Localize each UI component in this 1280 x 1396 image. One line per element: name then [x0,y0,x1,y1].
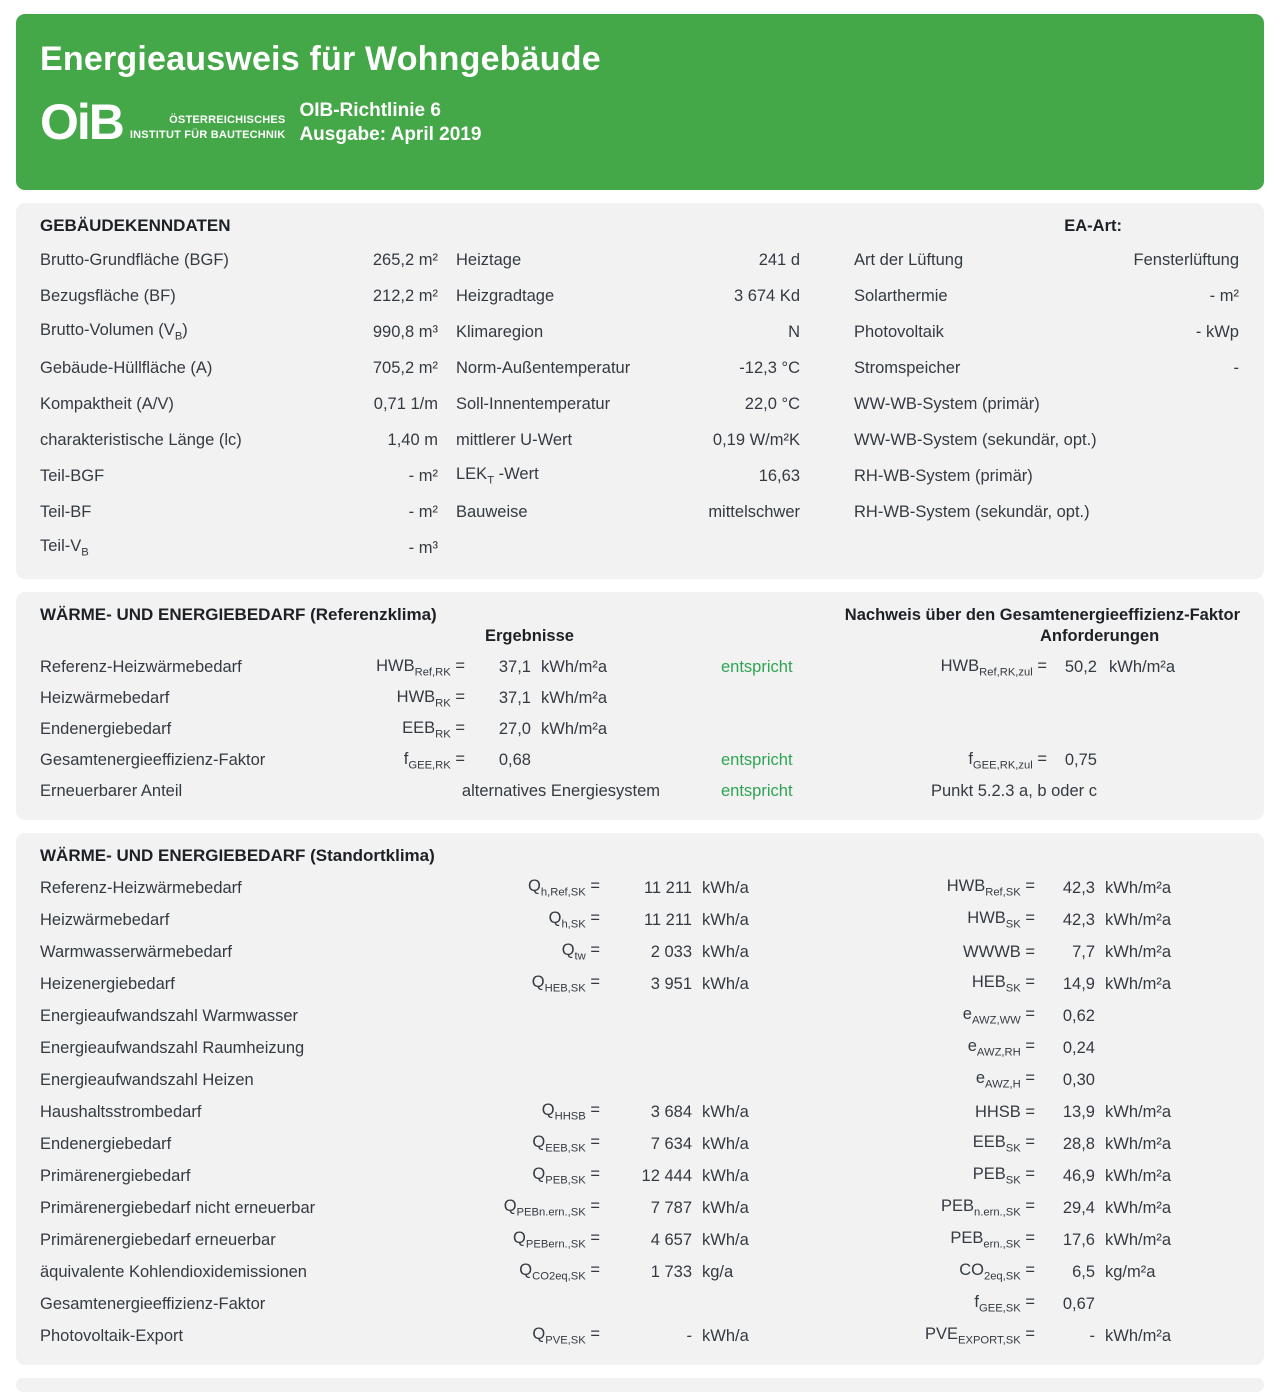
req-unit: kWh/m²a [1105,1230,1171,1249]
row-label: Teil-BF [40,502,92,521]
row-value: 265,2 m² [372,250,438,269]
row-unit: kWh/m²a [541,658,607,676]
req-formula: $f_{GEE,SK}$ = [974,1293,1035,1315]
row-value: 3 674 Kd [733,286,800,305]
req-formula: $e_{AWZ,RH}$ = [967,1037,1035,1059]
site-row [40,1192,1240,1224]
row-formula: $Q_{PVE,SK}$ = [532,1325,600,1347]
reference-subheaders [40,625,1240,652]
row-label: Heizgradtage [456,286,555,305]
req-formula: WWWB = [963,942,1035,961]
row-label: Gesamtenergieeffizienz-Faktor [40,751,266,769]
row-formula: $Q_{PEBern.,SK}$ = [513,1229,600,1251]
row-unit: kWh/a [702,878,749,897]
req-formula: $HEB_{SK}$ = [971,973,1035,995]
row-label: Referenz-Heizwärmebedarf [40,878,242,897]
reference-row [40,776,1240,807]
row-unit: kg/a [702,1262,734,1281]
req-value: 0,62 [1062,1006,1095,1025]
gee-proof-title: Nachweis über den Gesamtenergieeffizienz-Faktor [844,606,1240,624]
req-formula: $HWB_{Ref,SK}$ = [946,877,1035,899]
building-data-row [40,386,438,422]
row-unit: kWh/a [702,974,749,993]
row-unit: kWh/a [702,910,749,929]
guideline-label [299,99,481,147]
row-value: 12 444 [641,1166,692,1185]
next-section-edge [16,1378,1264,1392]
building-data-row [456,494,800,530]
row-unit: kWh/a [702,1326,749,1345]
section-building-data [16,203,1264,579]
req-unit: kWh/m²a [1105,1166,1171,1185]
row-value: 241 d [758,250,800,269]
req-unit: kWh/m²a [1105,1198,1171,1217]
row-value: 2 033 [650,942,692,961]
guideline-edition: Ausgabe: April 2019 [299,123,482,145]
row-label: Energieaufwandszahl Heizen [40,1070,254,1089]
row-label: RH-WB-System (sekundär, opt.) [854,502,1090,521]
req-value: 6,5 [1072,1262,1095,1281]
row-label: Gebäude-Hüllfläche (A) [40,358,213,377]
status-text: entspricht [721,751,793,769]
row-unit: kWh/m²a [541,720,607,738]
row-formula: $f_{GEE,RK}$ = [403,749,465,772]
row-value: 3 684 [650,1102,692,1121]
site-row [40,1032,1240,1064]
row-formula: $Q_{tw}$ = [561,941,600,963]
req-value: 0,75 [1064,751,1097,769]
row-value: 16,63 [758,466,800,485]
req-formula: $e_{AWZ,WW}$ = [962,1005,1035,1027]
building-data-row [854,242,1239,278]
guideline-name: OIB-Richtlinie 6 [299,100,441,121]
row-formula: $Q_{EEB,SK}$ = [532,1133,600,1155]
row-formula: $HWB_{RK}$ = [396,687,465,710]
row-value: 0,19 W/m²K [712,430,800,449]
site-row [40,872,1240,904]
row-label: Energieaufwandszahl Warmwasser [40,1006,298,1025]
req-value: 0,30 [1062,1070,1095,1089]
req-value: 0,67 [1062,1294,1095,1313]
req-value: 14,9 [1062,974,1095,993]
building-data-row [854,458,1239,494]
req-value: 28,8 [1062,1134,1095,1153]
reference-climate-rows [40,652,1240,807]
row-unit: kWh/a [702,1166,749,1185]
row-label: Photovoltaik [854,322,944,341]
req-formula: $HWB_{Ref,RK,zul}$ = [940,656,1047,679]
site-climate-rows [40,872,1240,1352]
row-value: - m³ [408,538,438,557]
row-value: 27,0 [498,720,531,738]
site-row [40,1096,1240,1128]
row-formula: $HWB_{Ref,RK}$ = [376,656,465,679]
site-row [40,968,1240,1000]
row-value: 37,1 [498,689,531,707]
reference-row [40,652,1240,683]
reference-row [40,683,1240,714]
req-value: 29,4 [1062,1198,1095,1217]
req-formula: $HWB_{SK}$ = [967,909,1035,931]
alternative-system-text: alternatives Energiesystem [461,782,660,800]
req-unit: kWh/m²a [1105,878,1171,897]
row-unit: kWh/m²a [541,689,607,707]
req-formula: $PEB_{n.ern.,SK}$ = [940,1197,1035,1219]
site-row [40,1224,1240,1256]
oib-institute-label [130,113,286,147]
row-label: Primärenergiebedarf erneuerbar [40,1230,276,1249]
requirements-column-header: Anforderungen [1040,627,1160,645]
req-value: 50,2 [1064,658,1097,676]
building-data-row [40,494,438,530]
building-data-grid [40,242,1240,566]
row-label: Art der Lüftung [854,250,964,269]
row-value: 1 733 [650,1262,692,1281]
row-label: Stromspeicher [854,358,961,377]
row-label: $LEK_T$ -Wert [456,465,539,487]
row-label: Klimaregion [456,322,544,341]
reference-climate-title: WÄRME- UND ENERGIEBEDARF (Referenzklima) [40,605,437,624]
oib-institute-line2: INSTITUT FÜR BAUTECHNIK [129,128,286,141]
page-title: Energieausweis für Wohngebäude [40,40,601,78]
results-column-header: Ergebnisse [485,627,574,645]
row-label: Brutto-Volumen $(V_B)$ [40,321,188,343]
row-value: 0,71 1/m [373,394,438,413]
row-unit: kWh/a [702,942,749,961]
req-unit: kWh/m²a [1105,1326,1171,1345]
row-label: Energieaufwandszahl Raumheizung [40,1038,305,1057]
row-formula: $Q_{h,SK}$ = [548,909,600,931]
row-value: 4 657 [650,1230,692,1249]
row-value: 705,2 m² [372,358,438,377]
req-unit: kWh/m²a [1105,974,1171,993]
row-label: Primärenergiebedarf [40,1166,191,1185]
building-data-column-3 [854,242,1239,566]
req-formula: $PVE_{EXPORT,SK}$ = [924,1325,1035,1347]
row-value: -12,3 °C [739,358,800,377]
row-label: Heizwärmebedarf [40,910,170,929]
req-value: 7,7 [1072,942,1095,961]
req-formula: $e_{AWZ,H}$ = [975,1069,1035,1091]
row-label: äquivalente Kohlendioxidemissionen [40,1262,307,1281]
row-value: 990,8 m³ [372,322,438,341]
req-formula: $EEB_{SK}$ = [972,1133,1035,1155]
section-site-climate [16,833,1264,1365]
req-value: - [1089,1326,1095,1345]
row-label: Norm-Außentemperatur [456,358,631,377]
row-label: Heizenergiebedarf [40,974,175,993]
row-value: 3 951 [650,974,692,993]
row-value: mittelschwer [708,502,800,521]
building-data-header [40,216,1240,236]
row-label: Endenergiebedarf [40,720,172,738]
req-unit: kWh/m²a [1105,1102,1171,1121]
ea-art-label: EA-Art: [1064,217,1122,235]
row-unit: kWh/a [702,1198,749,1217]
row-value: 22,0 °C [744,394,800,413]
building-data-column-1 [40,242,438,566]
row-formula: $Q_{CO2eq,SK}$ = [519,1261,600,1283]
site-row [40,1320,1240,1352]
building-data-column-2 [456,242,800,566]
row-label: Erneuerbarer Anteil [40,782,183,800]
row-value: - m² [1209,286,1239,305]
oib-institute-line1: ÖSTERREICHISCHES [169,113,286,126]
building-data-row [456,386,800,422]
row-label: Soll-Innentemperatur [456,394,611,413]
row-label: Haushaltsstrombedarf [40,1102,202,1121]
site-row [40,1256,1240,1288]
req-value: 13,9 [1062,1102,1095,1121]
reference-row [40,745,1240,776]
brand-row [40,94,1240,151]
row-value: 11 211 [643,910,692,929]
building-data-row [854,278,1239,314]
req-value: 0,24 [1062,1038,1095,1057]
row-unit: kWh/a [702,1230,749,1249]
row-label: Heizwärmebedarf [40,689,170,707]
row-value: 7 634 [650,1134,692,1153]
row-formula: $Q_{h,Ref,SK}$ = [528,877,600,899]
banner [16,14,1264,190]
req-value: 46,9 [1062,1166,1095,1185]
building-data-row [456,314,800,350]
req-value: 42,3 [1062,910,1095,929]
row-label: Teil-BGF [40,466,105,485]
building-data-row [456,422,800,458]
req-value: 42,3 [1062,878,1095,897]
building-data-row [40,278,438,314]
building-data-row [854,314,1239,350]
row-value: - [686,1326,692,1345]
row-label: Solarthermie [854,286,948,305]
row-label: mittlerer U-Wert [456,430,573,449]
oib-logo: OiB [40,94,123,151]
row-label: Bezugsfläche (BF) [40,286,176,305]
row-label: Teil-$V_B$ [40,537,89,559]
site-row [40,936,1240,968]
req-formula: $PEB_{ern.,SK}$ = [950,1229,1035,1251]
req-formula: $CO_{2eq,SK}$ = [959,1261,1035,1283]
building-data-row [854,494,1239,530]
row-label: Warmwasserwärmebedarf [40,942,232,961]
building-data-row [854,350,1239,386]
row-label: Referenz-Heizwärmebedarf [40,658,242,676]
row-label: WW-WB-System (primär) [854,394,1040,413]
row-formula: $EEB_{RK}$ = [402,718,465,741]
section-reference-climate [16,592,1264,820]
row-label: charakteristische Länge (lc) [40,430,242,449]
req-formula: $f_{GEE,RK,zul}$ = [968,749,1047,772]
row-label: RH-WB-System (primär) [854,466,1033,485]
building-data-title: GEBÄUDEKENNDATEN [40,216,231,235]
site-row [40,1064,1240,1096]
row-label: WW-WB-System (sekundär, opt.) [854,430,1097,449]
reference-row [40,714,1240,745]
row-label: Endenergiebedarf [40,1134,172,1153]
row-label: Brutto-Grundfläche (BGF) [40,250,229,269]
row-formula: $Q_{HEB,SK}$ = [531,973,600,995]
building-data-row [456,278,800,314]
site-row [40,904,1240,936]
site-climate-header [40,846,1240,866]
row-value: 37,1 [498,658,531,676]
building-data-row [40,530,438,566]
row-label: Gesamtenergieeffizienz-Faktor [40,1294,266,1313]
site-climate-title: WÄRME- UND ENERGIEBEDARF (Standortklima) [40,846,435,865]
req-unit: kWh/m²a [1105,910,1171,929]
req-unit: kg/m²a [1105,1262,1156,1281]
row-value: 212,2 m² [372,286,438,305]
req-value: 17,6 [1062,1230,1095,1249]
site-row [40,1288,1240,1320]
status-text: entspricht [721,782,793,800]
row-value: Fensterlüftung [1133,250,1239,269]
building-data-row [40,350,438,386]
row-value: 1,40 m [387,430,438,449]
building-data-row [456,350,800,386]
req-unit: kWh/m²a [1105,942,1171,961]
row-formula: $Q_{PEBn.ern.,SK}$ = [503,1197,600,1219]
req-unit: kWh/m²a [1109,658,1175,676]
req-formula: HHSB = [974,1102,1035,1121]
row-label: Kompaktheit (A/V) [40,394,174,413]
reference-climate-header [40,605,1240,625]
row-value: - m² [408,502,438,521]
row-value: - kWp [1195,322,1239,341]
row-value: 11 211 [643,878,692,897]
req-formula: $PEB_{SK}$ = [972,1165,1035,1187]
status-text: entspricht [721,658,793,676]
building-data-row [456,242,800,278]
building-data-row [854,386,1239,422]
row-formula: $Q_{HHSB}$ = [541,1101,600,1123]
row-value: N [788,322,800,341]
row-label: Bauweise [456,502,528,521]
site-row [40,1128,1240,1160]
row-value: - [1233,358,1239,377]
building-data-row [854,422,1239,458]
row-value: - m² [408,466,438,485]
req-unit: kWh/m²a [1105,1134,1171,1153]
row-label: Primärenergiebedarf nicht erneuerbar [40,1198,316,1217]
site-row [40,1160,1240,1192]
building-data-row [40,422,438,458]
building-data-row [40,242,438,278]
row-unit: kWh/a [702,1102,749,1121]
row-label: Photovoltaik-Export [40,1326,184,1345]
row-formula: $Q_{PEB,SK}$ = [532,1165,600,1187]
requirement-text: Punkt 5.2.3 a, b oder c [930,782,1097,800]
building-data-row [40,458,438,494]
row-unit: kWh/a [702,1134,749,1153]
site-row [40,1000,1240,1032]
building-data-row [456,458,800,494]
row-value: 0,68 [498,751,531,769]
row-label: Heiztage [456,250,522,269]
building-data-row [40,314,438,350]
row-value: 7 787 [650,1198,692,1217]
